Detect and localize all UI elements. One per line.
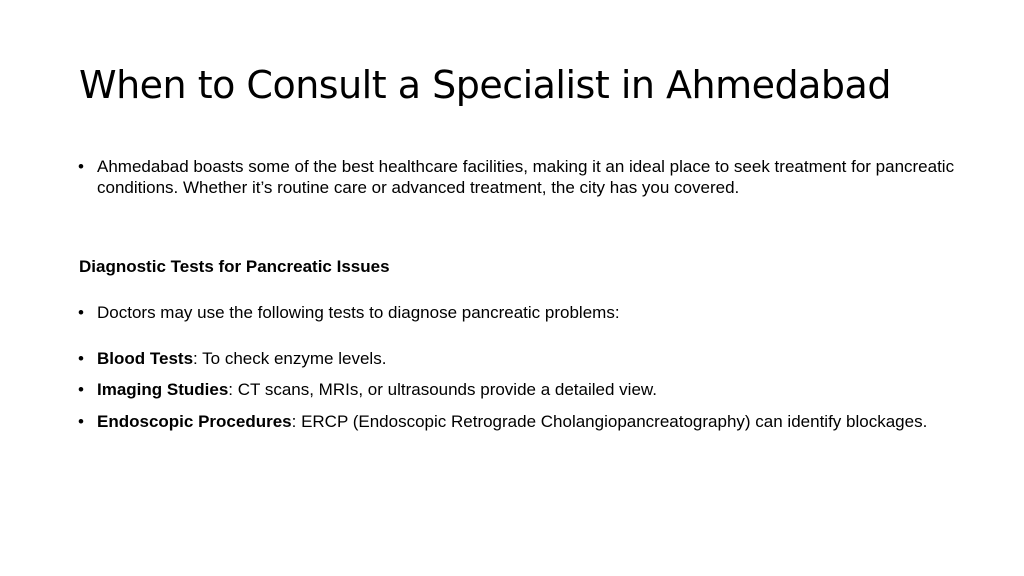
bullet-dot: • (78, 380, 84, 399)
intro-bullet (78, 156, 958, 198)
test-item-text (97, 411, 958, 432)
test-item-imaging (78, 379, 958, 400)
bullet-dot: • (78, 412, 84, 431)
bullet-dot: • (78, 349, 84, 368)
test-item-endoscopic (78, 411, 958, 432)
bullet-dot: • (78, 157, 84, 176)
intro-text: Ahmedabad boasts some of the best healthcare facilities, making it an ideal place to seek treatment for pancreatic conditions. Whether it’s routine care or advanced treatment, the city has you covered. (97, 157, 955, 197)
test-item-blood (78, 348, 958, 369)
test-name: Endoscopic Procedures (97, 412, 292, 431)
test-desc: : CT scans, MRIs, or ultrasounds provide a detailed view. (228, 380, 657, 399)
lead-bullet (78, 302, 958, 323)
test-item-text (97, 379, 958, 400)
test-name: Blood Tests (97, 349, 194, 368)
test-name: Imaging Studies (97, 380, 229, 399)
test-desc: : To check enzyme levels. (193, 349, 387, 368)
lead-text: Doctors may use the following tests to diagnose pancreatic problems: (97, 303, 620, 322)
section-heading: Diagnostic Tests for Pancreatic Issues (79, 257, 390, 276)
bullet-dot: • (78, 303, 84, 322)
slide-title: When to Consult a Specialist in Ahmedabad (79, 63, 891, 107)
test-desc: : ERCP (Endoscopic Retrograde Cholangiopancreatography) can identify blockages. (291, 412, 928, 431)
test-item-text (97, 348, 958, 369)
